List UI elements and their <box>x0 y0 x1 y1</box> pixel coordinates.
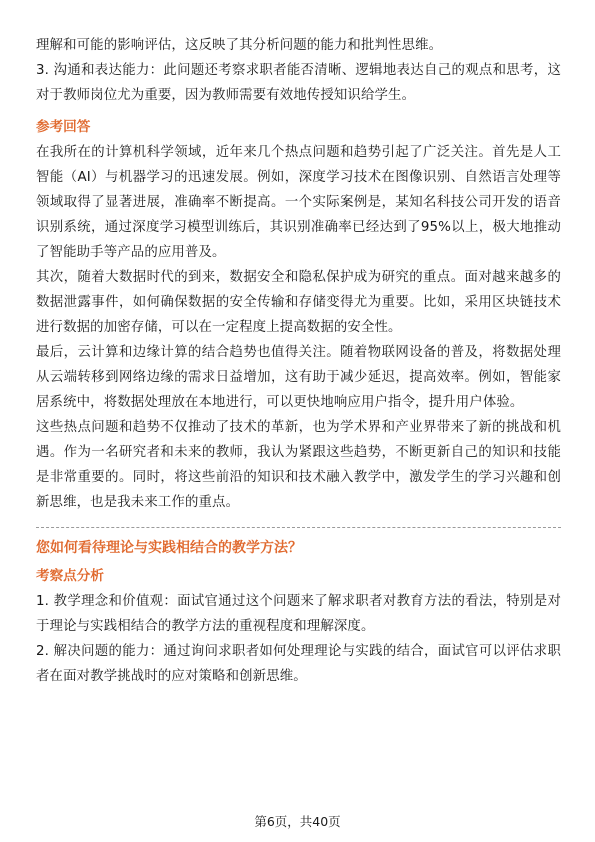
answer-heading: 参考回答 <box>36 119 91 135</box>
answer-paragraph: 这些热点问题和趋势不仅推动了技术的革新，也为学术界和产业界带来了新的挑战和机遇。作为一名研究者和未来的教师，我认为紧跟这些趋势，不断更新自己的知识和技能是非常重要的。同时，将这些前沿的知识和技术融入教学中，激发学生的学习兴趣和创新思维，也是我未来工作的重点。 <box>36 420 561 510</box>
analysis-point: 1. 教学理念和价值观：面试官通过这个问题来了解求职者对教育方法的看法，特别是对于理论与实践相结合的教学方法的重视程度和理解深度。 <box>36 594 561 634</box>
page-number: 第6页，共40页 <box>254 814 341 829</box>
intro-paragraph: 3. 沟通和表达能力：此问题还考察求职者能否清晰、逻辑地表达自己的观点和思考，这对于教师岗位尤为重要，因为教师需要有效地传授知识给学生。 <box>36 63 561 103</box>
answer-paragraph: 在我所在的计算机科学领域，近年来几个热点问题和趋势引起了广泛关注。首先是人工智能（AI）与机器学习的迅速发展。例如，深度学习技术在图像识别、自然语言处理等领域取得了显著进展，准确率不断提高。一个实际案例是，某知名科技公司开发的语音识别系统，通过深度学习模型训练后，其识别准确率已经达到了95%以上，极大地推动了智能助手等产品的应用普及。 <box>36 145 561 260</box>
page-content <box>36 33 561 689</box>
analysis-heading: 考察点分析 <box>36 568 104 584</box>
answer-paragraph: 最后，云计算和边缘计算的结合趋势也值得关注。随着物联网设备的普及，将数据处理从云端转移到网络边缘的需求日益增加，这有助于减少延迟，提高效率。例如，智能家居系统中，将数据处理放在本地进行，可以更快地响应用户指令，提升用户体验。 <box>36 345 561 410</box>
section-divider <box>36 527 561 528</box>
question-title: 您如何看待理论与实践相结合的教学方法？ <box>36 540 302 556</box>
intro-paragraph: 理解和可能的影响评估，这反映了其分析问题的能力和批判性思维。 <box>36 38 443 53</box>
answer-paragraph: 其次，随着大数据时代的到来，数据安全和隐私保护成为研究的重点。面对越来越多的数据泄露事件，如何确保数据的安全传输和存储变得尤为重要。比如，采用区块链技术进行数据的加密存储，可以在一定程度上提高数据的安全性。 <box>36 270 561 335</box>
analysis-point: 2. 解决问题的能力：通过询问求职者如何处理理论与实践的结合，面试官可以评估求职者在面对教学挑战时的应对策略和创新思维。 <box>36 644 561 684</box>
